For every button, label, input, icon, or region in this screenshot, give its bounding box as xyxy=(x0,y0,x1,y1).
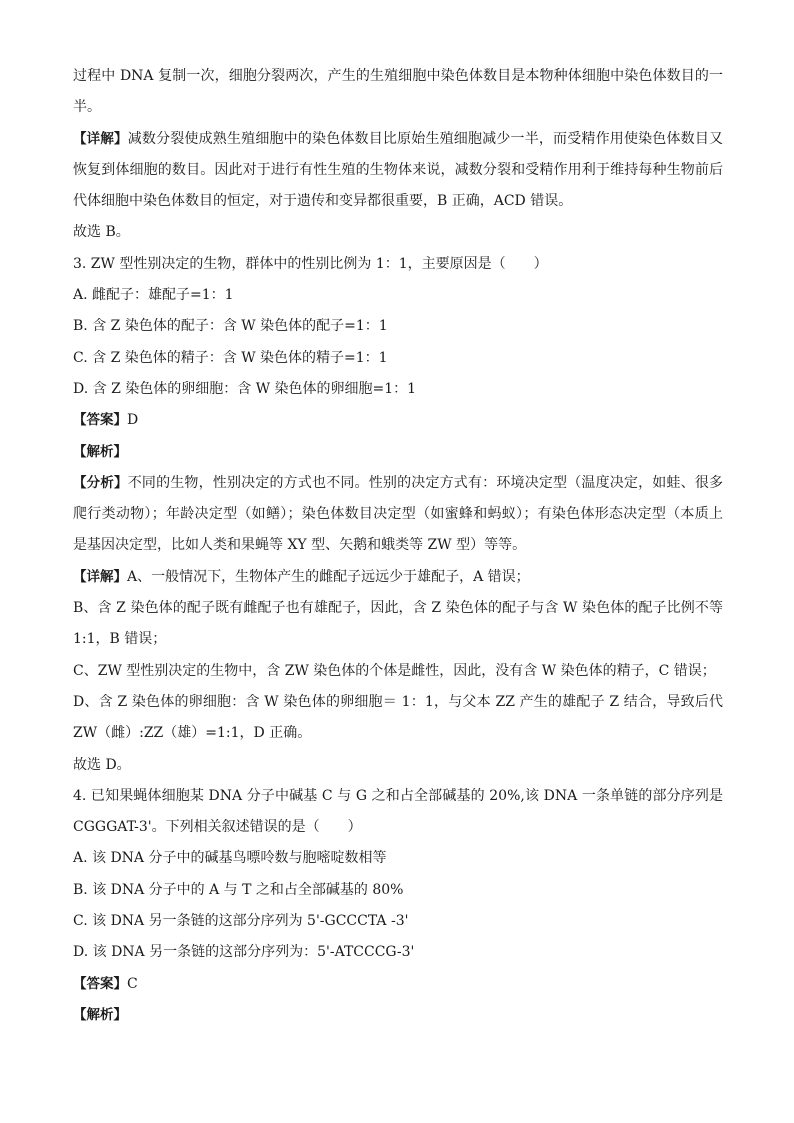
text-line: 半。 xyxy=(73,99,101,116)
section-tag: 【详解】 xyxy=(73,130,128,147)
analysis-heading xyxy=(73,1000,723,1031)
text-line: 是基因决定型，比如人类和果蝇等 XY 型、矢鹅和蛾类等 ZW 型）等等。 xyxy=(73,537,527,554)
analysis-tag: 【解析】 xyxy=(73,443,127,460)
text-line: 过程中 DNA 复制一次，细胞分裂两次，产生的生殖细胞中染色体数目是本物种体细胞中染色体数目的一 xyxy=(73,68,723,84)
text-line: 故选 B。 xyxy=(73,224,130,241)
text-line: CGGGAT-3'。下列相关叙述错误的是（ ） xyxy=(73,819,362,836)
text-line: C、ZW 型性别决定的生物中，含 ZW 染色体的个体是雌性，因此，没有含 W 染色体的精子，C 错误； xyxy=(73,662,716,679)
option-d: D. 该 DNA 另一条链的这部分序列为：5'-ATCCCG-3' xyxy=(73,944,415,961)
text-line: 1:1，B 错误； xyxy=(73,631,167,648)
document-page xyxy=(73,61,723,1031)
text-line: B、含 Z 染色体的配子既有雌配子也有雄配子，因此，含 Z 染色体的配子与含 W 染色体的配子比例不等 xyxy=(73,600,723,617)
section-tag: 【详解】 xyxy=(73,568,127,585)
option-c: C. 含 Z 染色体的精子：含 W 染色体的精子=1：1 xyxy=(73,349,388,366)
question-3: 3. ZW 型性别决定的生物，群体中的性别比例为 1：1，主要原因是（ ） xyxy=(73,255,548,272)
analysis-heading xyxy=(73,437,723,468)
text-line: ZW（雌）:ZZ（雄）=1:1，D 正确。 xyxy=(73,725,312,742)
option-a: A. 雌配子：雄配子=1：1 xyxy=(73,287,234,304)
text-line: 【详解】减数分裂使成熟生殖细胞中的染色体数目比原始生殖细胞减少一半，而受精作用使染色体数目又 xyxy=(73,130,723,147)
question-4: 4. 已知果蝇体细胞某 DNA 分子中碱基 C 与 G 之和占全部碱基的 20%,该 DNA 一条单链的部分序列是 xyxy=(73,787,723,804)
option-b: B. 含 Z 染色体的配子：含 W 染色体的配子=1：1 xyxy=(73,318,388,335)
answer-line: 【答案】C xyxy=(73,975,138,992)
text-line: 故选 D。 xyxy=(73,756,131,773)
text-line: 【详解】A、一般情况下，生物体产生的雌配子远远少于雄配子，A 错误； xyxy=(73,568,530,585)
option-d: D. 含 Z 染色体的卵细胞：含 W 染色体的卵细胞=1：1 xyxy=(73,380,417,397)
analysis-tag: 【解析】 xyxy=(73,1006,127,1023)
text-line: 爬行类动物）；年龄决定型（如鳝）；染色体数目决定型（如蜜蜂和蚂蚁）；有染色体形态决定型（本质上 xyxy=(73,506,723,523)
answer-tag: 【答案】 xyxy=(73,975,127,992)
text-line: D、含 Z 染色体的卵细胞：含 W 染色体的卵细胞＝ 1：1，与父本 ZZ 产生的雄配子 Z 结合，导致后代 xyxy=(73,693,723,710)
answer-tag: 【答案】 xyxy=(73,412,127,429)
option-a: A. 该 DNA 分子中的碱基鸟嘌呤数与胞嘧啶数相等 xyxy=(73,850,387,867)
text-line: 恢复到体细胞的数目。因此对于进行有性生殖的生物体来说，减数分裂和受精作用利于维持每种生物前后 xyxy=(73,161,723,178)
text-line: 【分析】不同的生物，性别决定的方式也不同。性别的决定方式有：环境决定型（温度决定，如蛙、很多 xyxy=(73,474,723,491)
option-c: C. 该 DNA 另一条链的这部分序列为 5'-GCCCTA -3' xyxy=(73,913,409,930)
text-line: 代体细胞中染色体数目的恒定，对于遗传和变异都很重要，B 正确，ACD 错误。 xyxy=(73,193,573,210)
section-tag: 【分析】 xyxy=(73,474,128,491)
answer-line: 【答案】D xyxy=(73,412,139,429)
option-b: B. 该 DNA 分子中的 A 与 T 之和占全部碱基的 80% xyxy=(73,881,404,898)
